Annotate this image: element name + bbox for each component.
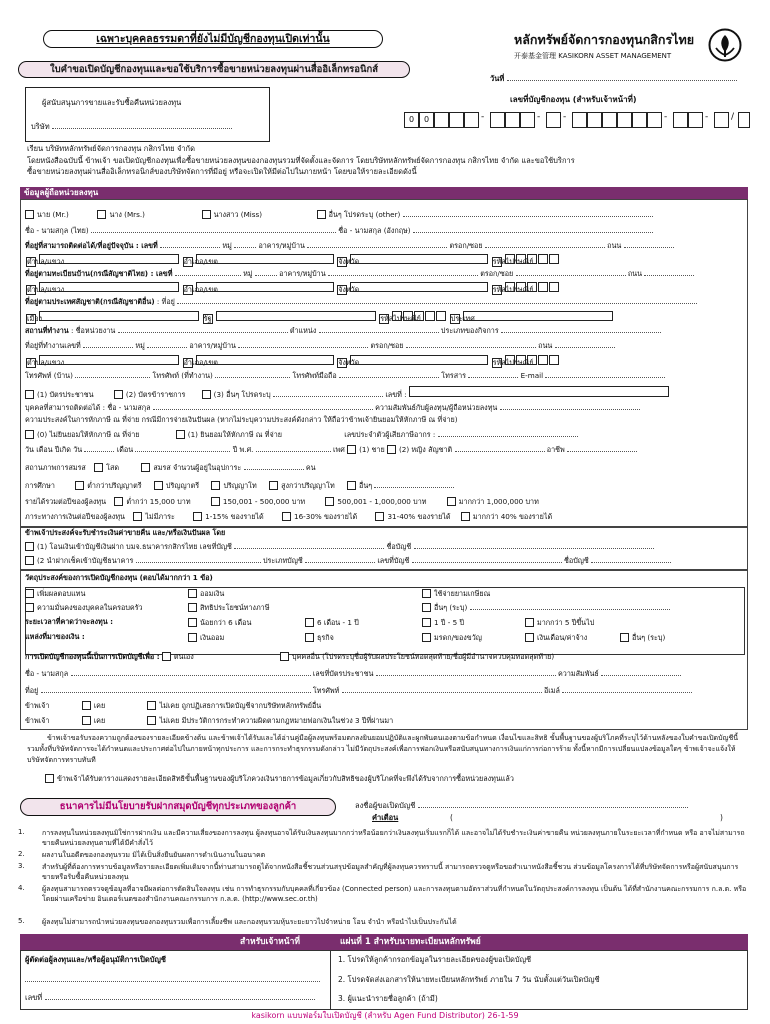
note-4: ผู้ลงทุนสามารถตรวจดูข้อมูลที่อาจมีผลต่อการตัดสินใจลงทุน เช่น การทำธุรกรรมกับบุคคลที่เกี่ยวข้อง (Connected person) และการลงทุนตามอัตราส่วนที่กำหนดในวัตถุประสงค์การลงทุน เป็นต้น ได้ที่สำนักงานคณะกรรมการ ก.ล.ต. หรือ โดยผ่านเครือข่าย อินเตอร์เนตของสำนักงานคณะกรรมการ ก.ล.ต. (http://www.sec.or.th): [42, 885, 747, 903]
account-digit[interactable]: [738, 112, 750, 128]
pay-cheque-checkbox[interactable]: [25, 556, 34, 565]
account-digit[interactable]: [632, 112, 647, 128]
source-opt1: เงินออม: [188, 633, 224, 643]
period-label: ระยะเวลาที่คาดว่าจะลงทุน :: [25, 617, 114, 626]
source-label: แหล่งที่มาของเงิน :: [25, 632, 85, 641]
pay-transfer-checkbox[interactable]: [25, 542, 34, 551]
purpose-row2: ความมั่นคงของบุคคลในครอบครัว: [25, 603, 143, 613]
edu-bachelor[interactable]: [154, 481, 163, 490]
source-opt3: มรดก/ของขวัญ: [422, 633, 482, 643]
payment-title: ข้าพเจ้าประสงค์จะรับชำระเงินค่าขายคืน และ/หรือเงินปันผล โดย: [25, 528, 226, 537]
purpose-return[interactable]: [25, 589, 34, 598]
note-3: สำหรับผู้ที่ต้องการทราบข้อมูลหรือรายละเอียดเพิ่มเติมจากนี้ท่านสามารถดูได้จากหนังสือชี้ชวนส่วนสรุปข้อมูลสำคัญที่ผู้ลงทุนควรทราบนี้ สามารถตรวจดูหรือขอสำเนาหนังสือชี้ชวน ส่วนข้อมูลโครงการได้ที่บริษัทจัดการหรือผู้สนับสนุนการขายหรือรับซื้อคืนหน่วยลงทุน: [42, 863, 739, 881]
intro-text: เรียน บริษัทหลักทรัพย์จัดการกองทุน กสิกรไทย จำกัด โดยหนังสือฉบับนี้ ข้าพเจ้า ขอเปิดบัญชีกองทุนเพื่อซื้อขายหน่วยลงทุนของกองทุนรวมที่จัดตั้งและจัดการ โดยบริษัทหลักทรัพย์จัดการกองทุน กสิกรไทย จำกัด และขอใช้บริการ ซื้อขายหน่วยลงทุนผ่านสื่ออิเล็กทรอนิกส์ของบริษัทจัดการที่มีอยู่ หรือจะเปิดให้มีต่อไปในภายหน้า โดยขอให้รายละเอียดดังนี้: [27, 144, 575, 176]
title-row: นาย (Mr.) นาง (Mrs.) นางสาว (Miss) อื่นๆ โปรดระบุ (other): [25, 210, 653, 220]
account-digit: 0: [419, 112, 434, 128]
income-2[interactable]: [211, 497, 220, 506]
income-1[interactable]: [114, 497, 123, 506]
period-opt2: 6 เดือน - 1 ปี: [305, 618, 359, 628]
tax-row: (0) ไม่ยินยอมให้หักภาษี ณ ที่จ่าย (1) ยินยอมให้หักภาษี ณ ที่จ่าย เลขประจำตัวผู้เสียภาษีอากร :: [25, 430, 578, 440]
history2-no[interactable]: [147, 716, 156, 725]
education-row: การศึกษา ต่ำกว่าปริญญาตรี ปริญญาตรี ปริญญาโท สูงกว่าปริญญาโท อื่นๆ: [25, 481, 454, 491]
source-opt5: อื่นๆ (ระบุ): [620, 633, 665, 643]
account-digit[interactable]: [714, 112, 729, 128]
account-digit[interactable]: [587, 112, 602, 128]
gov-card-checkbox[interactable]: [114, 390, 123, 399]
note-2: ผลงานในอดีตของกองทุนรวม มิได้เป็นสิ่งยืนยันผลการดำเนินงานในอนาคต: [42, 851, 266, 859]
footer-text: kasikorn แบบฟอร์มใบเปิดบัญชี (สำหรับ Agen Fund Distributor) 26-1-59: [251, 1011, 519, 1020]
account-digit[interactable]: [602, 112, 617, 128]
edu-other[interactable]: [347, 481, 356, 490]
foreign-address-row[interactable]: ที่อยู่ตามประเทศสัญชาติ(กรณีสัญชาติอื่น) : ที่อยู่: [25, 297, 697, 307]
note-number: 5.: [18, 917, 25, 925]
purpose-saving[interactable]: [188, 589, 197, 598]
birth-row[interactable]: วัน เดือน ปีเกิด วัน เดือน ปี พ.ศ. เพศ (1) ชาย (2) หญิง สัญชาติ อาชีพ: [25, 445, 637, 455]
burden-4[interactable]: [375, 512, 384, 521]
purpose-tax[interactable]: [188, 603, 197, 612]
policy-banner: ธนาคารไม่มีนโยบายรับฝากสมุดบัญชีทุกประเภทของลูกค้า: [20, 798, 336, 816]
section-holder-header: ข้อมูลผู้ถือหน่วยลงทุน: [20, 187, 748, 199]
note-number: 3.: [18, 862, 25, 870]
office-divider: [330, 950, 331, 1010]
agent-label: ผู้สนับสนุนการขายและรับซื้อคืนหน่วยลงทุน: [42, 98, 182, 107]
dash: -: [705, 112, 709, 122]
form-subtitle: ใบคำขอเปิดบัญชีกองทุนและขอใช้บริการซื้อขายหน่วยลงทุนผ่านสื่ออิเล็กทรอนิกส์: [18, 61, 410, 78]
male-checkbox: [347, 445, 356, 454]
period-4[interactable]: [525, 618, 534, 627]
tax-no-checkbox[interactable]: [25, 430, 34, 439]
edu-master[interactable]: [211, 481, 220, 490]
agent-company-label: บริษัท: [31, 122, 232, 131]
id-card-checkbox[interactable]: [25, 390, 34, 399]
title-miss-checkbox[interactable]: [202, 210, 211, 219]
account-digit[interactable]: [449, 112, 464, 128]
title-mrs-checkbox[interactable]: [97, 210, 106, 219]
purpose-row2b: สิทธิประโยชน์ทางภาษี: [188, 603, 269, 613]
dash: -: [664, 112, 668, 122]
tax-yes-checkbox[interactable]: [176, 430, 185, 439]
account-digit[interactable]: [572, 112, 587, 128]
other-person-row2[interactable]: ที่อยู่ โทรศัพท์ อีเมล์: [25, 686, 692, 696]
period-1[interactable]: [188, 618, 197, 627]
account-digit[interactable]: [490, 112, 505, 128]
account-digit[interactable]: [505, 112, 520, 128]
burden-row: ภาระทางการเงินต่อปีของผู้ลงทุน ไม่มีภาระ 1-15% ของรายได้ 16-30% ของรายได้ 31-40% ของรายได้ มากกว่า 40% ของรายได้: [25, 512, 553, 521]
source-4[interactable]: [525, 633, 534, 642]
female-checkbox: [387, 445, 396, 454]
edu-above-master[interactable]: [269, 481, 278, 490]
history2-yes[interactable]: [82, 716, 91, 725]
history1-yes[interactable]: [82, 701, 91, 710]
period-opt1: น้อยกว่า 6 เดือน: [188, 618, 251, 628]
purpose-row2c: อื่นๆ (ระบุ): [422, 603, 670, 613]
purpose-grid: [25, 587, 745, 655]
period-opt3: 1 ปี - 5 ปี: [422, 618, 464, 628]
source-3[interactable]: [422, 633, 431, 642]
id-other-checkbox[interactable]: [202, 390, 211, 399]
account-digit[interactable]: [434, 112, 449, 128]
logo-subtext: 开泰基金管理 KASIKORN ASSET MANAGEMENT: [514, 52, 672, 60]
certify-text: ข้าพเจ้าขอรับรองความถูกต้องของรายละเอียดข้างต้น และข้าพเจ้าได้รับและได้อ่านคู่มือผู้ลงทุนพร้อมตกลงยินยอมปฏิบัติและผูกพันตนเองตามข้อกำหนด เงื่อนไขและสิทธิ ขั้นพื้นฐานของผู้บริโภคที่ระบุไว้ด้านหลังของใบคำขอเปิดบัญชีนี้ รวมทั้งที่บริษัทจัดการจะได้กำหนดและประกาศต่อไปในภายหน้าทุกประการ และการกระทำธุรกรรมดังกล่าว ไม่มีวัตถุประสงค์เพื่อการฟอกเงินหรือสนับสนุนทางการเงินแก่การก่อการร้าย ทั้งนี้หากมีการเปลี่ยนแปลงข้อมูลใดๆ ข้าพเจ้าจะแจ้งให้บริษัทจัดการทราบทันที: [27, 734, 739, 764]
period-opt4: มากกว่า 5 ปีขึ้นไป: [525, 618, 594, 628]
office-step-1: 1. โปรดให้ลูกค้ากรอกข้อมูลในรายละเอียดของผู้ขอเปิดบัญชี: [338, 955, 532, 964]
burden-3[interactable]: [282, 512, 291, 521]
other-person-row1[interactable]: ชื่อ - นามสกุล เลขที่บัตรประชาชน ความสัมพันธ์: [25, 669, 681, 679]
work-row[interactable]: สถานที่ทำงาน : ชื่อหน่วยงาน ตำแหน่ง ประเภทของกิจการ: [25, 326, 661, 336]
source-2[interactable]: [305, 633, 314, 642]
certify-checkbox[interactable]: [45, 774, 54, 783]
signature-field[interactable]: ลงชื่อผู้ขอเปิดบัญชี: [355, 801, 688, 810]
current-address-row[interactable]: ที่อยู่ที่สามารถติดต่อได้/ที่อยู่ปัจจุบัน : เลขที่ หมู่ อาคาร/หมู่บ้าน ตรอก/ซอย ถนน: [25, 241, 674, 251]
period-3[interactable]: [422, 618, 431, 627]
date-field[interactable]: วันที่: [490, 74, 737, 83]
history-row1: ข้าพเจ้า เคย ไม่เคย ถูกปฏิเสธการเปิดบัญชีจากบริษัทหลักทรัพย์อื่น: [25, 701, 322, 710]
for-whom-row: การเปิดบัญชีกองทุนนี้เป็นการเปิดบัญชีเพื่อ : ตนเอง บุคคลอื่น (โปรดระบุชื่อผู้รับผลประโยชน์ทอดสุดท้าย/ชื่อผู้มีอำนาจควบคุมทอดสุดท้าย): [25, 652, 555, 661]
title-other-checkbox[interactable]: [317, 210, 326, 219]
agent-box: [25, 87, 270, 142]
reg-address-row2[interactable]: ตำบล/แขวง อำเภอ/เขต จังหวัด รหัสไปรษณีย์: [25, 282, 559, 295]
warning-label: คำเตือน: [372, 813, 399, 822]
office-no[interactable]: เลขที่: [25, 993, 315, 1002]
payment-bank-row: (1) โอนเงินเข้าบัญชีเงินฝาก บมจ.ธนาคารกสิกรไทย เลขที่บัญชี ชื่อบัญชี: [25, 542, 654, 552]
note-5: ผู้ลงทุนไม่สามารถนำหน่วยลงทุนของกองทุนรวมเพื่อการเลี้ยงชีพ และกองทุนรวมหุ้นระยะยาวไปจำหน่าย โอน จำนำ หรือนำไปเป็นประกันได้: [42, 918, 457, 926]
purpose-row1c: ใช้จ่ายยามเกษียณ: [422, 589, 490, 599]
note-1: การลงทุนในหน่วยลงทุนมิใช่การฝากเงิน และมีความเสี่ยงของการลงทุน ผู้ลงทุนอาจได้รับเงินลงทุนมากกว่าหรือน้อยกว่าเงินลงทุนเริ่มแรกก็ได้ และอาจไม่ได้รับชำระเงินค่าขายคืน หน่วยลงทุนภายในระยะเวลาที่กำหนด หรือ อาจไม่สามารถขายคืนหน่วยลงทุนตามที่ได้มีคำสั่งไว้: [42, 829, 745, 847]
account-digit[interactable]: [647, 112, 662, 128]
note-number: 1.: [18, 828, 25, 836]
account-digit[interactable]: [546, 112, 561, 128]
dash: -: [563, 112, 567, 122]
income-row: รายได้รวมต่อปีของผู้ลงทุน ต่ำกว่า 15,000 บาท 150,001 - 500,000 บาท 500,001 - 1,000,000 บาท มากกว่า 1,000,000 บาท: [25, 497, 539, 506]
purpose-title: วัตถุประสงค์ของการเปิดบัญชีกองทุน (ตอบได้มากกว่า 1 ข้อ): [25, 573, 213, 582]
edu-below-bachelor[interactable]: [75, 481, 84, 490]
slash: /: [731, 112, 735, 122]
dash: -: [537, 112, 541, 122]
for-self[interactable]: [162, 652, 171, 661]
note-number: 4.: [18, 884, 25, 892]
office-step-2: 2. โปรดจัดส่งเอกสารให้นายทะเบียนหลักทรัพย์ ภายใน 7 วัน นับตั้งแต่วันเปิดบัญชี: [338, 975, 600, 984]
certify2-row: ข้าพเจ้าได้รับตารางแสดงรายละเอียดสิทธิขั้นพื้นฐานของผู้บริโภควงเงินรายการข้อมูลเกี่ยวกับสิทธิของผู้บริโภคที่จะพึงได้รับจากการซื้อหน่วยลงทุนแล้ว: [45, 774, 514, 784]
burden-1[interactable]: [133, 512, 142, 521]
account-digit[interactable]: [688, 112, 703, 128]
office-checker: ผู้ตัดต่อผู้ลงทุนและ/หรือผู้อนุมัติการเปิดบัญชี: [25, 955, 166, 964]
history1-no[interactable]: [147, 701, 156, 710]
income-4[interactable]: [447, 497, 456, 506]
married-checkbox[interactable]: [141, 463, 150, 472]
purpose-other[interactable]: [422, 603, 431, 612]
work-address-row[interactable]: ที่อยู่ที่ทำงานเลขที่ หมู่ อาคาร/หมู่บ้าน ตรอก/ซอย ถนน: [25, 341, 615, 351]
purpose-retire[interactable]: [422, 589, 431, 598]
for-other[interactable]: [280, 652, 289, 661]
tax-question: ความประสงค์ในการหักภาษี ณ ที่จ่าย กรณีมีการจ่ายเงินปันผล (หากไม่ระบุความประสงค์ดังกล่าว ให้ถือว่าข้าพเจ้ายินยอมให้หักภาษี ณ ที่จ่าย): [25, 415, 458, 424]
account-digit: 0: [404, 112, 419, 128]
purpose-row1b: ออมเงิน: [188, 589, 224, 599]
account-label: เลขที่บัญชีกองทุน (สำหรับเจ้าหน้าที่): [510, 95, 637, 104]
reg-address-row[interactable]: ที่อยู่ตามทะเบียนบ้าน(กรณีสัญชาติไทย) : เลขที่ หมู่ อาคาร/หมู่บ้าน ตรอก/ซอย ถนน: [25, 269, 694, 279]
current-address-row2[interactable]: ตำบล/แขวง อำเภอ/เขต จังหวัด รหัสไปรษณีย์: [25, 254, 559, 267]
note-number: 2.: [18, 850, 25, 858]
source-opt4: เงินเดือน/ค่าจ้าง: [525, 633, 587, 643]
phone-row[interactable]: โทรศัพท์ (บ้าน) โทรศัพท์ (ที่ทำงาน) โทรศัพท์มือถือ โทรสาร E-mail: [25, 371, 665, 381]
office-line[interactable]: [25, 975, 320, 984]
single-checkbox[interactable]: [94, 463, 103, 472]
name-row[interactable]: ชื่อ - นามสกุล (ไทย) ชื่อ - นามสกุล (อังกฤษ): [25, 226, 653, 236]
office-step-3: 3. ผู้แนะนำรายชื่อลูกค้า (ถ้ามี): [338, 994, 438, 1003]
period-2[interactable]: [305, 618, 314, 627]
burden-5[interactable]: [461, 512, 470, 521]
title-mr-checkbox[interactable]: [25, 210, 34, 219]
kasikorn-logo-icon: [708, 28, 742, 62]
signature-paren-close: ): [720, 813, 723, 822]
history-row2: ข้าพเจ้า เคย ไม่เคย มีประวัติการกระทำความผิดตามกฎหมายฟอกเงินในช่วง 3 ปีที่ผ่านมา: [25, 716, 394, 725]
payment-cheque-row: (2 นำฝากเช็คเข้าบัญชีธนาคาร ประเภทบัญชี เลขที่บัญชี ชื่อบัญชี: [25, 556, 671, 566]
source-1[interactable]: [188, 633, 197, 642]
source-opt2: ธุรกิจ: [305, 633, 334, 643]
contact-row[interactable]: บุคคลที่สามารถติดต่อได้ : ชื่อ - นามสกุล ความสัมพันธ์กับผู้ลงทุน/ผู้ถือหน่วยลงทุน: [25, 403, 640, 413]
account-digit[interactable]: [520, 112, 535, 128]
income-3[interactable]: [325, 497, 334, 506]
office-title: สำหรับเจ้าหน้าที่: [240, 937, 300, 947]
logo-text: หลักทรัพย์จัดการกองทุนกสิกรไทย: [514, 32, 695, 47]
work-address-row2[interactable]: ตำบล/แขวง อำเภอ/เขต จังหวัด รหัสไปรษณีย์: [25, 355, 559, 368]
marital-row: สถานภาพการสมรส โสด สมรส จำนวนผู้อยู่ในอุปการะ คน: [25, 463, 316, 472]
source-5[interactable]: [620, 633, 629, 642]
dash: -: [481, 112, 485, 122]
burden-2[interactable]: [193, 512, 202, 521]
form-title: เฉพาะบุคคลธรรมดาที่ยังไม่มีบัญชีกองทุนเปิดเท่านั้น: [43, 30, 383, 48]
office-sheet: แผ่นที่ 1 สำหรับนายทะเบียนหลักทรัพย์: [340, 937, 481, 947]
purpose-family[interactable]: [25, 603, 34, 612]
foreign-address-row2[interactable]: เมือง รัฐ รหัสไปรษณีย์ ประเทศ: [25, 311, 613, 324]
account-digit[interactable]: [673, 112, 688, 128]
account-digit[interactable]: [464, 112, 479, 128]
account-digit[interactable]: [617, 112, 632, 128]
id-row: (1) บัตรประชาชน (2) บัตรข้าราชการ (3) อื่นๆ โปรดระบุ เลขที่ :: [25, 386, 669, 400]
signature-paren-open: (: [450, 813, 453, 822]
purpose-row1: เพิ่มผลตอบแทน: [25, 589, 85, 599]
